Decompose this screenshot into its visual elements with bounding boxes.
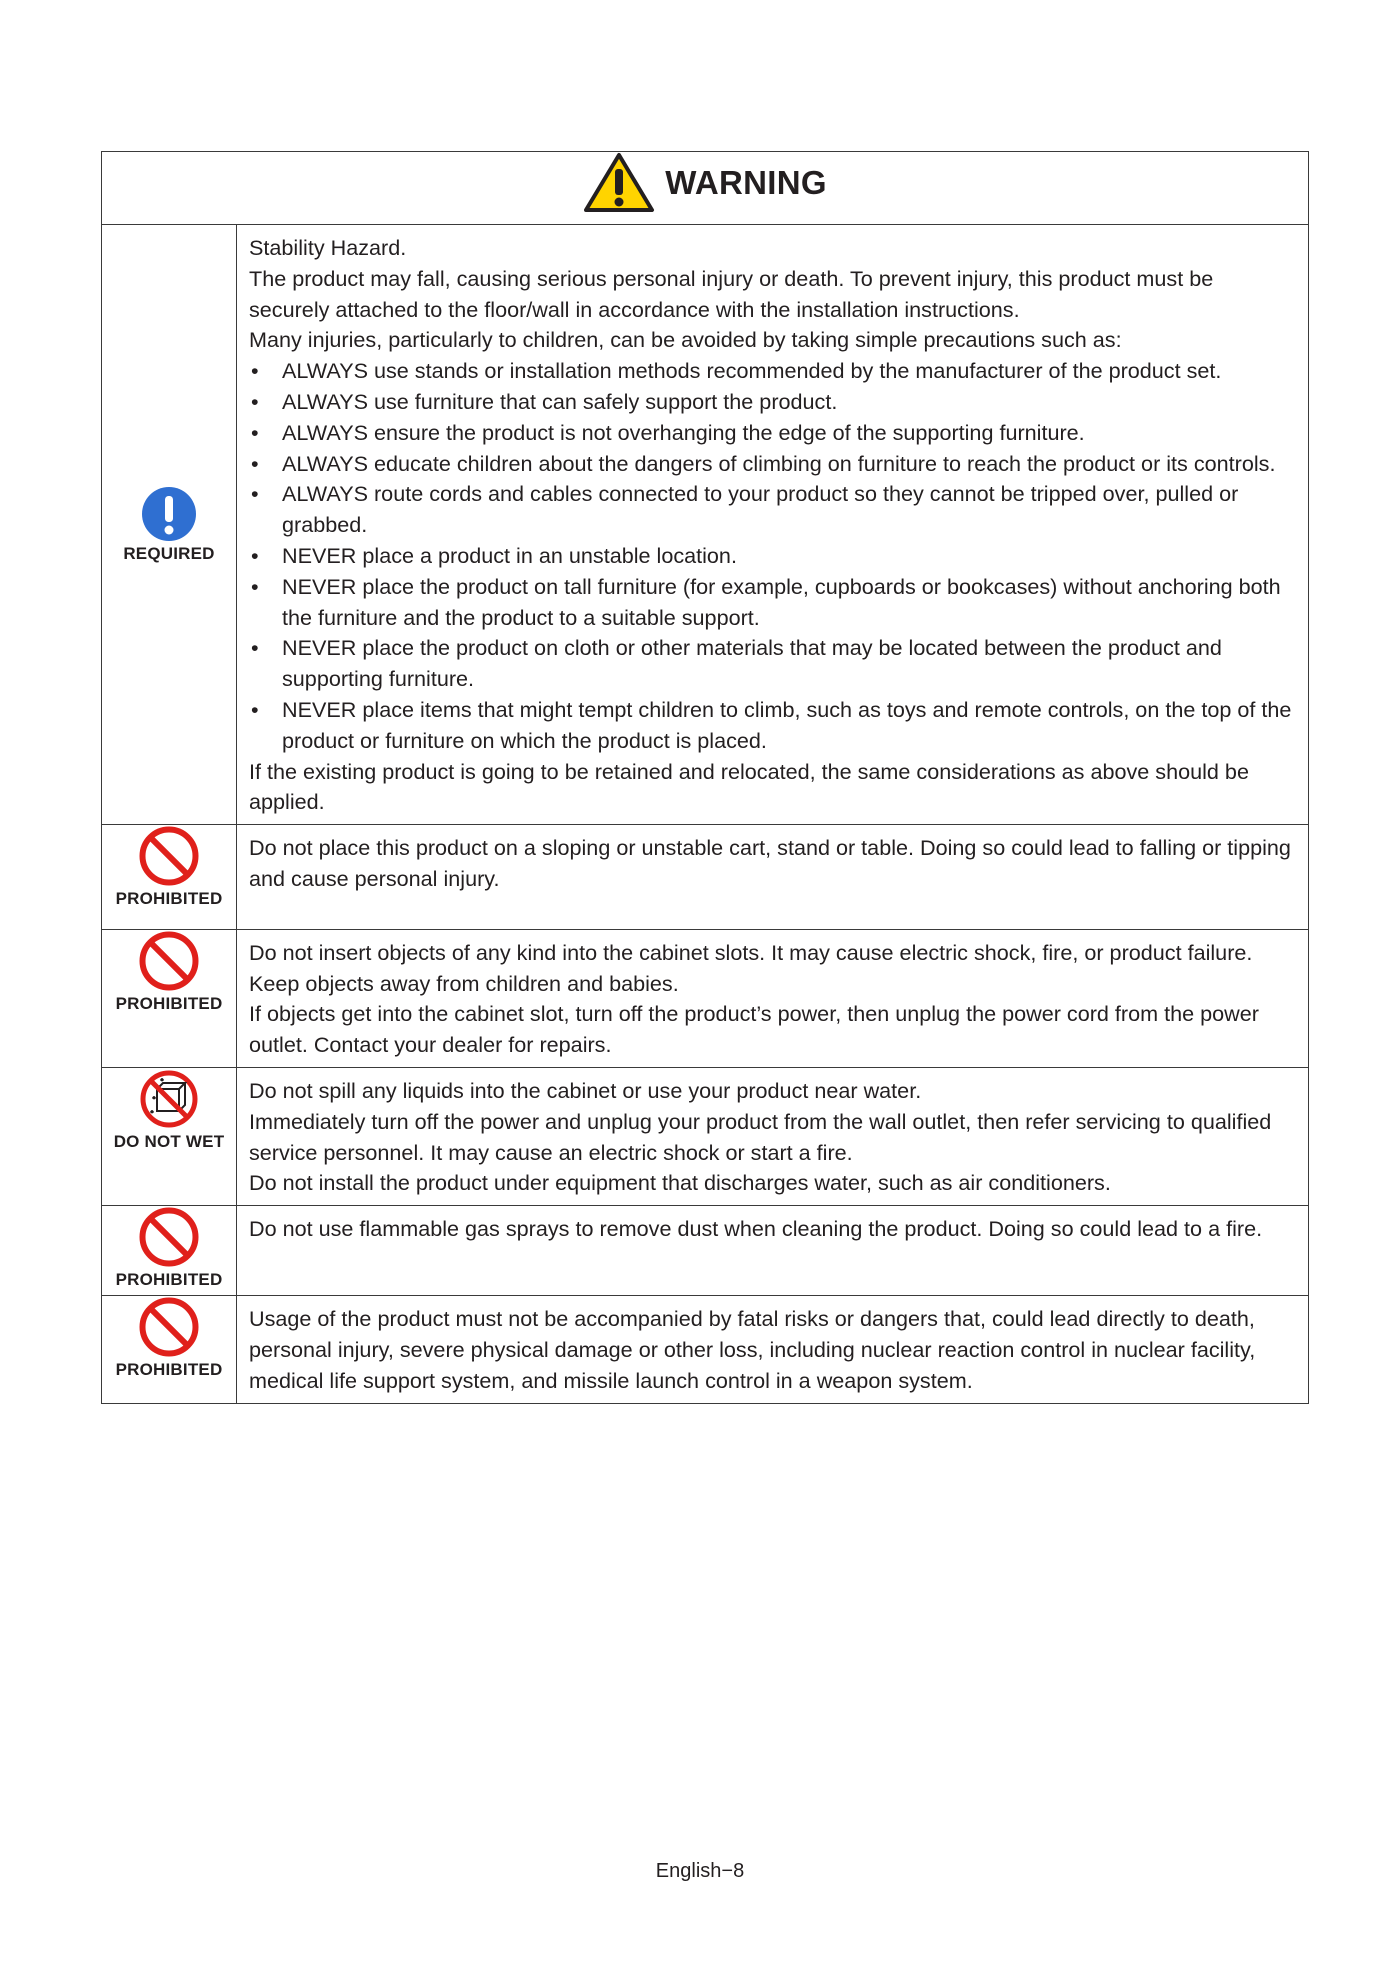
stability-title: Stability Hazard.: [249, 235, 407, 260]
paragraph: Do not insert objects of any kind into the cabinet slots. It may cause electric shock, fire, or product failure. Keep objects away from children and babies.: [249, 939, 1253, 996]
list-item: • ALWAYS use furniture that can safely support the product.: [249, 387, 1296, 418]
text-cell: [237, 825, 1309, 930]
paragraph: Immediately turn off the power and unplug your product from the wall outlet, then refer servicing to qualified service personnel. It may cause an electric shock or start a fire.: [249, 1108, 1272, 1165]
prohibited-icon: [138, 930, 200, 992]
paragraph: If objects get into the cabinet slot, turn off the product’s power, then unplug the power cord from the power outlet. Contact your dealer for repairs.: [249, 1001, 1259, 1058]
text-cell: [237, 1206, 1309, 1296]
required-label: REQUIRED: [123, 543, 215, 563]
icon-cell: [102, 1296, 237, 1403]
paragraph: Many injuries, particularly to children, can be avoided by taking simple precautions such as:: [249, 327, 1122, 353]
list-item: • NEVER place the product on tall furniture (for example, cupboards or bookcases) without anchoring both the furniture and the product to a suitable support.: [249, 572, 1296, 634]
list-item: • NEVER place the product on cloth or other materials that may be located between the product and supporting furniture.: [249, 633, 1296, 695]
required-exclamation-icon: [141, 486, 197, 542]
list-item: • ALWAYS ensure the product is not overhanging the edge of the supporting furniture.: [249, 418, 1296, 449]
do-not-wet-icon: [138, 1068, 200, 1130]
prohibited-icon: [138, 1206, 200, 1268]
warning-table: [101, 151, 1309, 1404]
warning-row-cart: [102, 825, 1309, 930]
text-cell: [237, 225, 1309, 825]
list-item: • ALWAYS use stands or installation methods recommended by the manufacturer of the product set.: [249, 356, 1296, 387]
list-item: • ALWAYS route cords and cables connected to your product so they cannot be tripped over, pulled or grabbed.: [249, 479, 1296, 541]
paragraph: Do not spill any liquids into the cabinet or use your product near water.: [249, 1077, 922, 1103]
paragraph: Do not install the product under equipment that discharges water, such as air conditioners.: [249, 1170, 1111, 1196]
list-item: • ALWAYS educate children about the dangers of climbing on furniture to reach the product or its controls.: [249, 449, 1296, 480]
prohibited-icon: [138, 825, 200, 887]
warning-header: [102, 152, 1309, 225]
text-cell: [237, 1296, 1309, 1403]
warning-title: WARNING: [665, 164, 827, 201]
icon-cell: [102, 1067, 237, 1205]
paragraph: If the existing product is going to be retained and relocated, the same considerations as above should be applied.: [249, 758, 1249, 815]
text-cell: [237, 1067, 1309, 1205]
list-item: • NEVER place items that might tempt children to climb, such as toys and remote controls, on the top of the product or furniture on which the product is placed.: [249, 695, 1296, 757]
warning-row-stability: [102, 225, 1309, 825]
icon-cell: [102, 225, 237, 825]
paragraph: Do not place this product on a sloping or unstable cart, stand or table. Doing so could lead to falling or tipping and cause personal injury.: [249, 835, 1291, 891]
paragraph: Usage of the product must not be accompanied by fatal risks or dangers that, could lead directly to death, personal injury, severe physical damage or other loss, including nuclear reaction control in nuclear facility, medical life support system, and missile launch control in a weapon system.: [249, 1306, 1256, 1393]
list-item: • NEVER place a product in an unstable location.: [249, 541, 1296, 572]
icon-cell: [102, 929, 237, 1067]
warning-triangle-icon: [583, 152, 655, 214]
prohibited-label: PROHIBITED: [115, 993, 223, 1013]
warning-row-liquids: [102, 1067, 1309, 1205]
page-number: English−8: [655, 1860, 745, 1882]
paragraph: The product may fall, causing serious personal injury or death. To prevent injury, this product must be securely attached to the floor/wall in accordance with the installation instructions.: [249, 265, 1214, 322]
prohibited-label: PROHIBITED: [115, 889, 223, 909]
prohibited-icon: [138, 1296, 200, 1358]
do-not-wet-label: DO NOT WET: [113, 1131, 225, 1151]
warning-row-fatal-risk: [102, 1296, 1309, 1403]
warning-row-flammable-spray: [102, 1206, 1309, 1296]
icon-cell: [102, 1206, 237, 1296]
precautions-list: [249, 356, 1296, 756]
prohibited-label: PROHIBITED: [115, 1360, 223, 1380]
prohibited-label: PROHIBITED: [115, 1270, 223, 1290]
text-cell: [237, 929, 1309, 1067]
icon-cell: [102, 825, 237, 930]
paragraph: Do not use flammable gas sprays to remove dust when cleaning the product. Doing so could lead to a fire.: [249, 1216, 1263, 1242]
warning-row-cabinet-slots: [102, 929, 1309, 1067]
